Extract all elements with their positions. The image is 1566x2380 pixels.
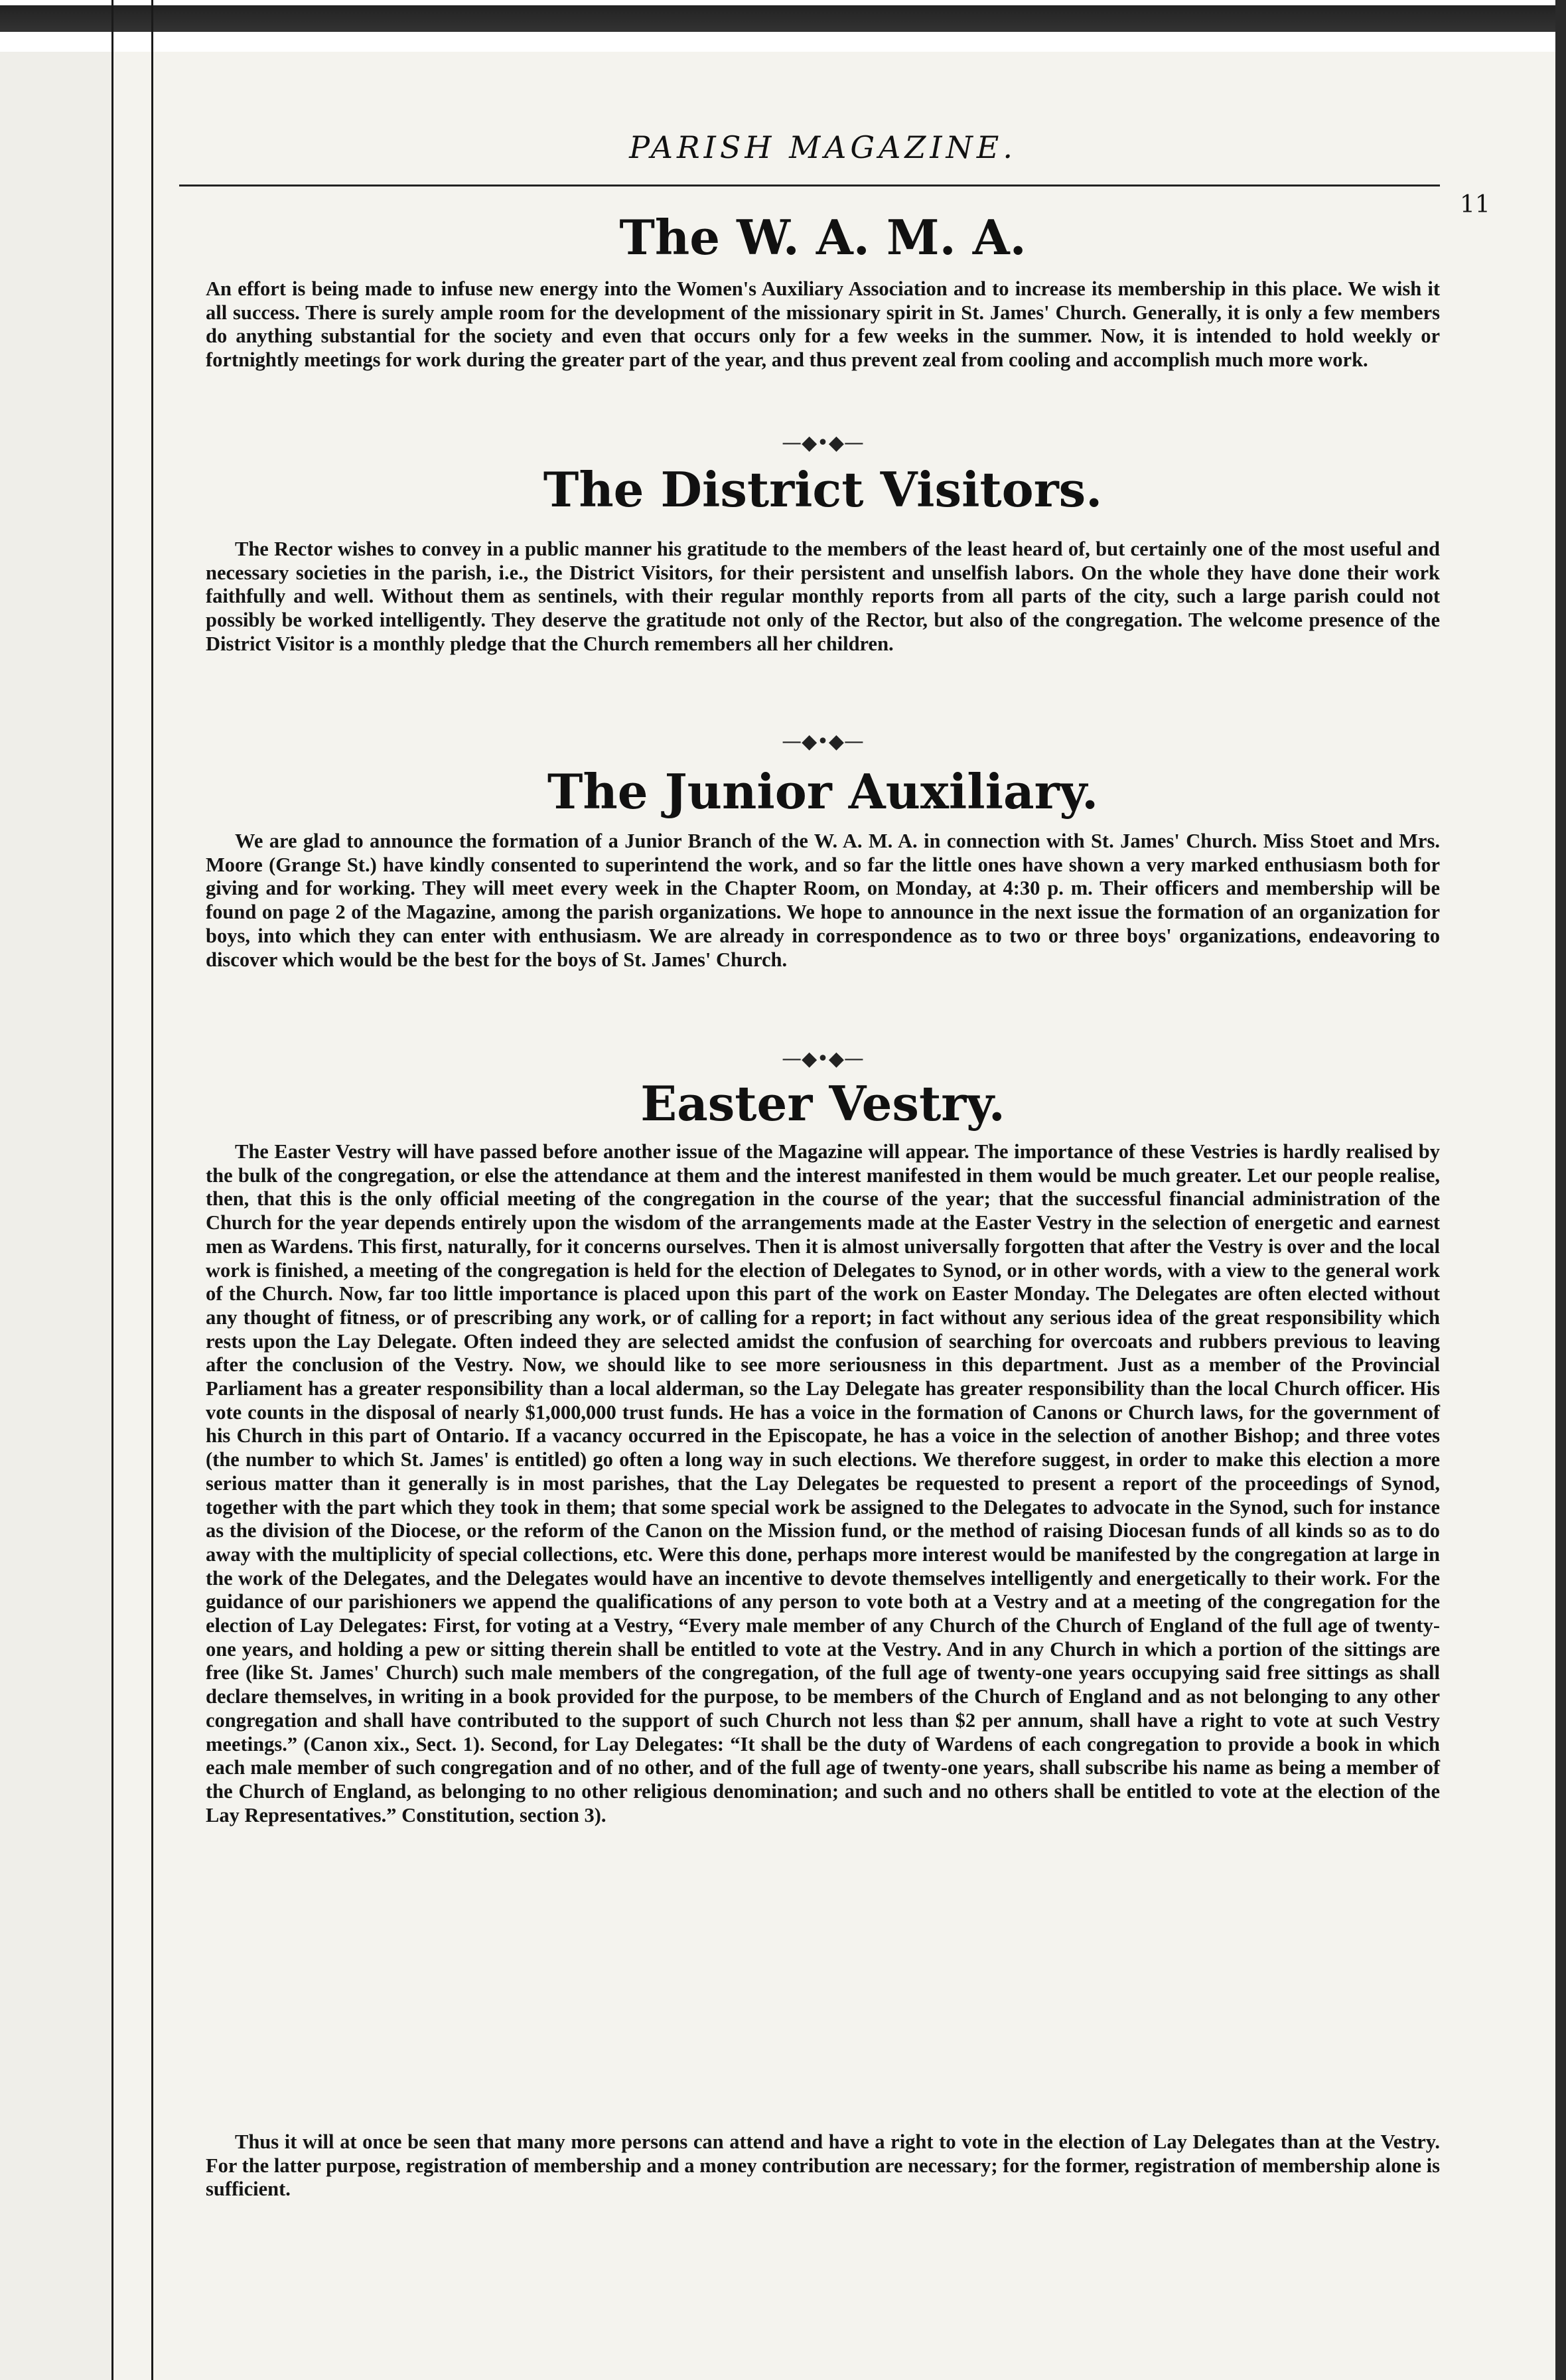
- section-divider: —◆•◆—: [782, 730, 864, 753]
- section-title-district-visitors: The District Visitors.: [543, 461, 1103, 518]
- running-head: PARISH MAGAZINE.: [629, 129, 1017, 165]
- section-title-junior-auxiliary: The Junior Auxiliary.: [547, 763, 1099, 820]
- section-title-easter-vestry: Easter Vestry.: [640, 1075, 1005, 1132]
- header-rule: [179, 185, 1440, 186]
- page-number: 11: [1460, 191, 1490, 218]
- paragraph-junior-auxiliary: We are glad to announce the formation of a Junior Branch of the W. A. M. A. in connection with St. James' Church. Miss Stoet and Mrs. Moore (Grange St.) have kindly consented to superintend the work, and so far the little ones have shown a very marked enthusiasm both for giving and for working. They will meet every week in the Chapter Room, on Monday, at 4:30 p. m. Their officers and membership will be found on page 2 of the Magazine, among the parish organizations. We hope to announce in the next issue the formation of an organization for boys, into which they can enter with enthusiasm. We are already in correspondence as to two or three boys' organizations, endeavoring to discover which would be the best for the boys of St. James' Church.: [206, 830, 1440, 971]
- scan-right-edge: [1555, 0, 1566, 2380]
- paragraph-easter-vestry-conclusion: Thus it will at once be seen that many more persons can attend and have a right to vote in the election of Lay Delegates than at the Vestry. For the latter purpose, registration of membership and a money contribution are necessary; for the former, registration of membership alone is sufficient.: [206, 2130, 1440, 2201]
- binding-line: [111, 0, 113, 2380]
- paragraph-district-visitors: The Rector wishes to convey in a public manner his gratitude to the members of the least heard of, but certainly one of the most useful and necessary societies in the parish, i.e., the District Visitors, for their persistent and unselfish labors. On the whole they have done their work faithfully and well. Without them as sentinels, with their regular monthly reports from all parts of the city, such a large parish could not possibly be worked intelligently. They deserve the gratitude not only of the Rector, but also of the congregation. The welcome presence of the District Visitor is a monthly pledge that the Church remembers all her children.: [206, 538, 1440, 655]
- scan-top-edge: [0, 0, 1566, 52]
- section-title-wama: The W. A. M. A.: [619, 209, 1027, 265]
- binding-line: [151, 0, 153, 2380]
- section-divider: —◆•◆—: [782, 1047, 864, 1071]
- paragraph-wama: An effort is being made to infuse new energy into the Women's Auxiliary Association and to increase its membership in this place. We wish it all success. There is surely ample room for the development of the missionary spirit in St. James' Church. Generally, it is only a few members do anything substantial for the society and even that occurs only for a few weeks in the summer. Now, it is intended to hold weekly or fortnightly meetings for work during the greater part of the year, and thus prevent zeal from cooling and accomplish much more work.: [206, 277, 1440, 372]
- scan-left-margin: [0, 52, 113, 2380]
- magazine-page: [159, 100, 1490, 2330]
- section-divider: —◆•◆—: [782, 431, 864, 455]
- paragraph-easter-vestry: The Easter Vestry will have passed before another issue of the Magazine will appear. The importance of these Vestries is hardly realised by the bulk of the congregation, or else the attendance at them and the interest manifested in them would be much greater. Let our people realise, then, that this is the only official meeting of the congregation in the course of the year; that the successful financial administration of the Church for the year depends entirely upon the wisdom of the arrangements made at the Easter Vestry in the selection of energetic and earnest men as Wardens. This first, naturally, for it concerns ourselves. Then it is almost universally forgotten that after the Vestry is over and the local work is finished, a meeting of the congregation is held for the election of Delegates to Synod, or in other words, with a view to the general work of the Church. Now, far too little importance is placed upon this part of the work on Easter Monday. The Delegates are often elected without any thought of fitness, or of prescribing any work, or of calling for a report; in fact without any serious idea of the great responsibility which rests upon the Lay Delegate. Often indeed they are selected amidst the confusion of searching for overcoats and rubbers previous to leaving after the conclusion of the Vestry. Now, we should like to see more seriousness in this department. Just as a member of the Provincial Parliament has a greater responsibility than a local alderman, so the Lay Delegate has greater responsibility than the local Church officer. His vote counts in the disposal of nearly $1,000,000 trust funds. He has a voice in the formation of Canons or Church laws, for the government of his Church in this part of Ontario. If a vacancy occurred in the Episcopate, he has a voice in the selection of another Bishop; and three votes (the number to which St. James' is entitled) go often a long way in such elections. We therefore suggest, in order to make this election a more serious matter than it generally is in most parishes, that the Lay Delegates be requested to present a report of the proceedings of Synod, together with the part which they took in them; that some special work be assigned to the Delegates to advocate in the Synod, such for instance as the division of the Diocese, or the reform of the Canon on the Mission fund, or the method of raising Diocesan funds of all kinds so as to do away with the multiplicity of special collections, etc. Were this done, perhaps more interest would be manifested by the congregation at large in the work of the Delegates, and the Delegates would have an incentive to devote themselves intelligently and energetically to their work. For the guidance of our parishioners we append the qualifications of any person to vote both at a Vestry and at a meeting of the congregation for the election of Lay Delegates: First, for voting at a Vestry, “Every male member of any Church of the Church of England of the full age of twenty-one years, and holding a pew or sitting therein shall be entitled to vote at the Vestry. And in any Church in which a portion of the sittings are free (like St. James' Church) such male members of the congregation, of the full age of twenty-one years occupying said free sittings as shall declare themselves, in writing in a book provided for the purpose, to be members of the Church of England and as not belonging to any other congregation and shall have contributed to the support of such Church not less than $2 per annum, shall have a right to vote at such Vestry meetings.” (Canon xix., Sect. 1). Second, for Lay Delegates: “It shall be the duty of Wardens of each congregation to provide a book in which each male member of such congregation and of no other, and of the full age of twenty-one years, shall subscribe his name as being a member of the Church of England, as belonging to no other religious denomination; and such and no others shall be entitled to vote at the election of the Lay Representatives.” Constitution, section 3).: [206, 1140, 1440, 1826]
